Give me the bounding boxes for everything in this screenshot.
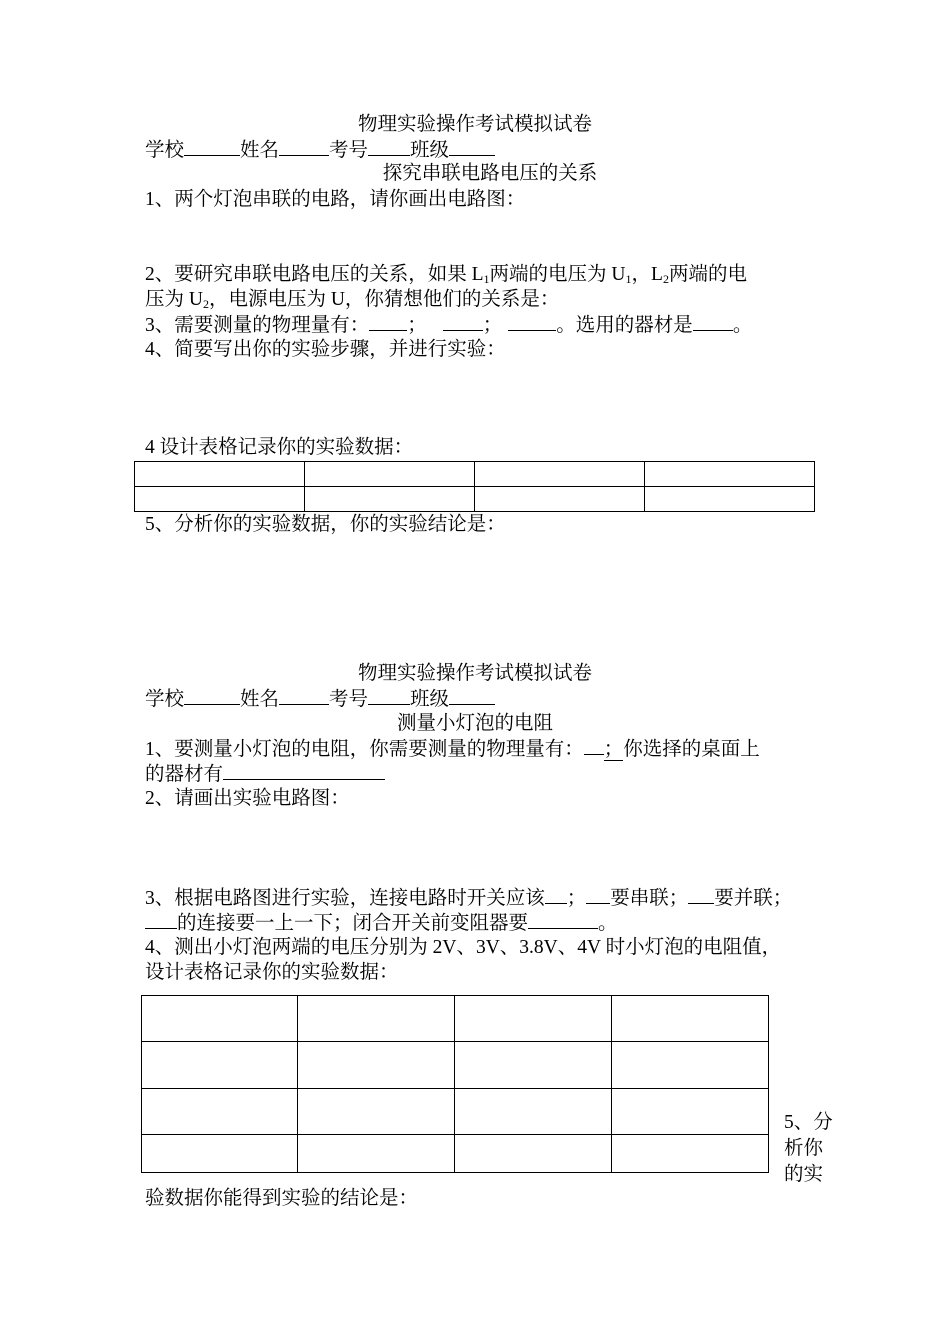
q1-blank-1[interactable] <box>584 737 604 755</box>
q2-text-d: 两端的电 <box>668 264 747 285</box>
class-label: 班级 <box>410 689 450 710</box>
q3-text-e: 。 <box>732 315 753 336</box>
paper2-q1-line2 <box>145 762 385 787</box>
q3-sep: ； <box>566 888 587 909</box>
table-cell[interactable] <box>611 1135 768 1173</box>
class-blank[interactable] <box>449 687 495 705</box>
name-blank[interactable] <box>279 687 329 705</box>
exam-no-blank[interactable] <box>368 687 410 705</box>
name-label: 姓名 <box>240 140 280 161</box>
table-row <box>142 1042 769 1089</box>
table-cell[interactable] <box>475 487 645 512</box>
table-cell[interactable] <box>611 1089 768 1135</box>
paper2-q3-line2 <box>145 911 618 936</box>
paper2-info-line <box>145 687 495 712</box>
paper2-q5-side-text: 5、分析你的实 <box>784 1112 833 1185</box>
table-cell[interactable] <box>142 1042 298 1089</box>
table-cell[interactable] <box>454 996 611 1042</box>
q3-text-d: 。选用的器材是 <box>556 315 693 336</box>
table-cell[interactable] <box>454 1042 611 1089</box>
table-cell[interactable] <box>142 1089 298 1135</box>
paper1-q4: 4、简要写出你的实验步骤，并进行实验： <box>145 339 506 360</box>
table-cell[interactable] <box>305 462 475 487</box>
paper2-q4-line2: 设计表格记录你的实验数据： <box>145 962 399 983</box>
q3-text-a: 3、需要测量的物理量有： <box>145 315 370 336</box>
paper1-q5: 5、分析你的实验数据，你的实验结论是： <box>145 514 506 535</box>
name-blank[interactable] <box>279 138 329 156</box>
table-cell[interactable] <box>454 1135 611 1173</box>
q2-subscript-u1: 1 <box>625 272 632 286</box>
table-cell[interactable] <box>298 996 455 1042</box>
q3-text-c: 要串联； <box>610 888 689 909</box>
table-row <box>135 462 815 487</box>
table-cell[interactable] <box>611 996 768 1042</box>
paper2-data-table <box>141 995 769 1173</box>
paper1-info-line <box>145 138 495 163</box>
school-label: 学校 <box>145 140 185 161</box>
table-cell[interactable] <box>475 462 645 487</box>
table-cell[interactable] <box>135 487 305 512</box>
school-blank[interactable] <box>184 687 240 705</box>
class-label: 班级 <box>410 140 450 161</box>
table-cell[interactable] <box>645 487 815 512</box>
table-cell[interactable] <box>645 462 815 487</box>
q3-blank-4[interactable] <box>693 313 733 331</box>
q3-blank-1[interactable] <box>545 886 567 904</box>
school-label: 学校 <box>145 689 185 710</box>
paper2-q5-rest: 验数据你能得到实验的结论是： <box>145 1188 419 1209</box>
q3-text-e: 的连接要一上一下；闭合开关前变阻器要 <box>177 913 529 934</box>
name-label: 姓名 <box>240 689 280 710</box>
table-cell[interactable] <box>611 1042 768 1089</box>
paper2-q2: 2、请画出实验电路图： <box>145 788 350 809</box>
exam-no-label: 考号 <box>329 140 369 161</box>
q3-sep-1: ； <box>407 315 427 336</box>
paper1-data-table <box>134 461 815 512</box>
q3-blank-1[interactable] <box>369 313 407 331</box>
q2-text-b: 两端的电压为 U <box>489 264 626 285</box>
table-row <box>135 487 815 512</box>
table-row <box>142 1135 769 1173</box>
q2-text-f: ，电源电压为 U，你猜想他们的关系是： <box>208 289 560 310</box>
paper1-title: 物理实验操作考试模拟试卷 <box>357 114 592 135</box>
q3-blank-4[interactable] <box>145 911 177 929</box>
q3-blank-3[interactable] <box>688 886 714 904</box>
q3-text-a: 3、根据电路图进行实验，连接电路时开关应该 <box>145 888 545 909</box>
paper2-subtitle: 测量小灯泡的电阻 <box>396 713 553 734</box>
q3-blank-2[interactable] <box>586 886 610 904</box>
school-blank[interactable] <box>184 138 240 156</box>
q3-blank-5[interactable] <box>528 911 598 929</box>
class-blank[interactable] <box>449 138 495 156</box>
q3-blank-2[interactable] <box>443 313 483 331</box>
q2-text-a: 2、要研究串联电路电压的关系，如果 L <box>145 264 484 285</box>
q3-blank-3[interactable] <box>508 313 556 331</box>
q2-text-e: 压为 U <box>145 289 203 310</box>
table-cell[interactable] <box>305 487 475 512</box>
q3-sep-2: ； <box>482 315 503 336</box>
table-cell[interactable] <box>298 1135 455 1173</box>
q2-subscript-2: 2 <box>662 272 669 286</box>
q1-sep: ； <box>603 739 624 760</box>
exam-no-label: 考号 <box>329 689 369 710</box>
q2-subscript-1: 1 <box>483 272 490 286</box>
table-cell[interactable] <box>135 462 305 487</box>
q2-subscript-u2: 2 <box>202 297 209 311</box>
table-cell[interactable] <box>454 1089 611 1135</box>
q3-text-f: 。 <box>598 913 618 934</box>
q1-text-d: 的器材有 <box>145 764 224 785</box>
q3-text-d: 要并联； <box>714 888 793 909</box>
q1-text-c: 你选择的桌面上 <box>623 739 760 760</box>
paper1-subtitle: 探究串联电路电压的关系 <box>382 163 598 184</box>
paper1-q2-line2 <box>145 288 559 316</box>
q1-blank-equipment[interactable] <box>223 762 385 780</box>
table-cell[interactable] <box>298 1042 455 1089</box>
paper1-q4-table-caption: 4 设计表格记录你的实验数据： <box>145 437 414 458</box>
q1-text-a: 1、要测量小灯泡的电阻，你需要测量的物理量有： <box>145 739 584 760</box>
table-cell[interactable] <box>142 1135 298 1173</box>
exam-no-blank[interactable] <box>368 138 410 156</box>
paper1-q3 <box>145 313 752 338</box>
table-cell[interactable] <box>142 996 298 1042</box>
paper2-q3-line1 <box>145 886 792 911</box>
paper1-q1: 1、两个灯泡串联的电路，请你画出电路图： <box>145 189 526 210</box>
table-cell[interactable] <box>298 1089 455 1135</box>
q2-text-c: ，L <box>631 264 663 285</box>
paper2-title: 物理实验操作考试模拟试卷 <box>357 663 592 684</box>
table-row <box>142 1089 769 1135</box>
paper1-q2-line1 <box>145 263 747 291</box>
paper2-q1-line1 <box>145 737 760 762</box>
table-row <box>142 996 769 1042</box>
paper2-q4-line1: 4、测出小灯泡两端的电压分别为 2V、3V、3.8V、4V 时小灯泡的电阻值， <box>145 937 782 958</box>
